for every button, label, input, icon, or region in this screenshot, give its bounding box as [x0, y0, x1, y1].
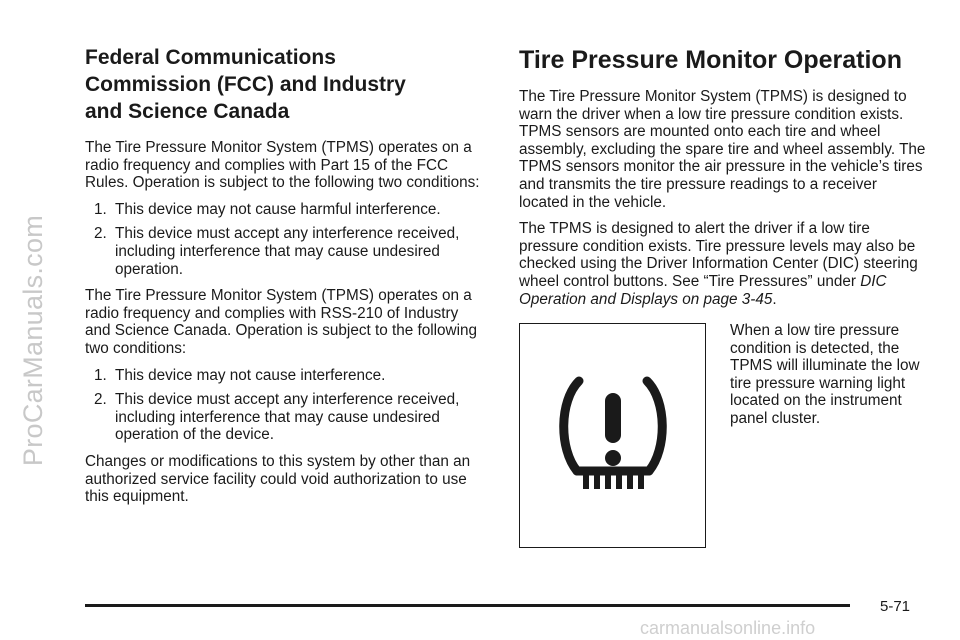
industry-canada-conditions-list: [85, 367, 485, 444]
list-item-number: 1.: [94, 200, 107, 218]
tpms-alert-text: The TPMS is designed to alert the driver if a low tire pressure condition exists. Tire pressure levels may also be checked using the Driver Information Center (DIC) steering wheel control buttons. See “Tire Pressures” under: [519, 220, 918, 290]
bottom-watermark: carmanualsonline.info: [640, 618, 816, 638]
tpms-alert-period: .: [772, 290, 777, 308]
tpms-warning-figure: [519, 323, 706, 548]
list-item-number: 2.: [94, 391, 107, 409]
fcc-paragraph: The Tire Pressure Monitor System (TPMS) operates on a radio frequency and complies with Part 15 of the FCC Rules. Operation is subject to the following two conditions:: [85, 139, 480, 192]
tpms-description-paragraph: The Tire Pressure Monitor System (TPMS) is designed to warn the driver when a low tire pressure condition exists. TPMS sensors are mounted onto each tire and wheel assembly, excluding the spare tire and wheel assembly. The TPMS sensors monitor the air pressure in the vehicle’s tires and transmits the tire pressure readings to a receiver located in the vehicle.: [519, 88, 926, 211]
fcc-conditions-list: [85, 201, 485, 278]
fcc-heading-line-3: and Science Canada: [85, 100, 290, 123]
list-item: [85, 391, 485, 444]
list-item: [85, 201, 485, 219]
list-item-text: This device may not cause interference.: [115, 366, 386, 384]
modifications-paragraph: Changes or modifications to this system by other than an authorized service facility could void authorization to use this equipment.: [85, 452, 471, 506]
list-item-number: 1.: [94, 366, 107, 384]
list-item-number: 2.: [94, 225, 107, 243]
industry-canada-paragraph: The Tire Pressure Monitor System (TPMS) operates on a radio frequency and complies with RSS-210 of Industry and Science Canada. Operation is subject to the following two conditions:: [85, 287, 478, 357]
side-watermark: [14, 40, 54, 640]
right-column: [519, 44, 929, 317]
fcc-heading: [85, 44, 485, 125]
page-number: 5-71: [880, 598, 911, 615]
list-item: [85, 367, 485, 385]
figure-caption: When a low tire pressure condition is detected, the TPMS will illuminate the low tire pressure warning light located on the instrument panel cluster.: [730, 322, 920, 427]
left-column: [85, 44, 485, 515]
cross-reference-link: DIC Operation and Displays on page 3-45: [519, 272, 887, 308]
list-item: [85, 225, 485, 278]
low-tire-pressure-warning-icon: [533, 371, 693, 501]
tpms-alert-paragraph: [519, 220, 929, 308]
list-item-text: This device may not cause harmful interference.: [115, 200, 441, 218]
list-item-text: This device must accept any interference received, including interference that may cause undesired operation.: [115, 225, 460, 278]
fcc-heading-line-1: Federal Communications: [85, 46, 336, 69]
footer-divider: [85, 604, 850, 607]
side-watermark-text: ProCarManuals.com: [18, 214, 49, 466]
list-item-text: This device must accept any interference received, including interference that may cause undesired operation of the device.: [115, 391, 460, 444]
fcc-heading-line-2: Commission (FCC) and Industry: [85, 73, 406, 96]
page-title: Tire Pressure Monitor Operation: [519, 46, 902, 74]
